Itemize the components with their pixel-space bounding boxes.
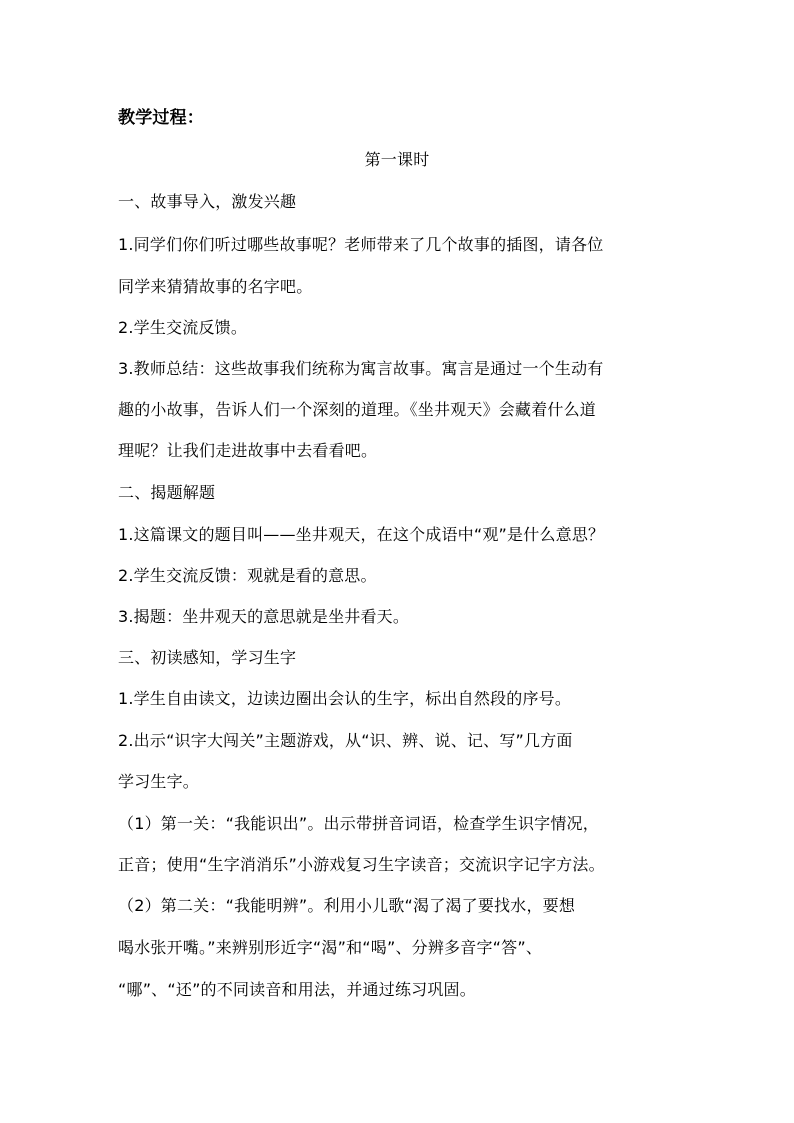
- paragraph-line: 喝水张开嘴。”来辨别形近字“渴”和“喝”、分辨多音字“答”、: [118, 938, 543, 957]
- paragraph-line: “哪”、“还”的不同读音和用法，并通过练习巩固。: [118, 980, 476, 999]
- section-title-1: 一、故事导入，激发兴趣: [118, 192, 297, 211]
- paragraph-line: 1.同学们你们听过哪些故事呢？老师带来了几个故事的插图，请各位: [118, 235, 604, 254]
- paragraph-line: 理呢？让我们走进故事中去看看吧。: [118, 441, 378, 460]
- paragraph-line: 趣的小故事，告诉人们一个深刻的道理。《坐井观天》会藏着什么道: [118, 400, 597, 419]
- paragraph-line: 同学来猜猜故事的名字吧。: [118, 277, 313, 296]
- paragraph-line: 2.学生交流反馈：观就是看的意思。: [118, 566, 377, 585]
- paragraph-line: （1）第一关：“我能识出”。出示带拼音词语，检查学生识字情况，: [118, 814, 599, 833]
- paragraph-line: （2）第二关：“我能明辨”。利用小儿歌“渴了渴了要找水，要想: [118, 896, 576, 915]
- paragraph-line: 2.出示“识字大闯关”主题游戏，从“识、辨、说、记、写”几方面: [118, 731, 573, 750]
- section-title-2: 二、揭题解题: [118, 483, 216, 502]
- lesson-title: 第一课时: [364, 150, 430, 169]
- paragraph-line: 1.这篇课文的题目叫——坐井观天，在这个成语中“观”是什么意思？: [118, 525, 605, 544]
- paragraph-line: 3.教师总结：这些故事我们统称为寓言故事。寓言是通过一个生动有: [118, 359, 604, 378]
- paragraph-line: 3.揭题：坐井观天的意思就是坐井看天。: [118, 607, 410, 626]
- paragraph-line: 2.学生交流反馈。: [118, 318, 248, 337]
- section-title-3: 三、初读感知，学习生字: [118, 648, 297, 667]
- section-heading: 教学过程：: [118, 108, 204, 128]
- paragraph-line: 1.学生自由读文，边读边圈出会认的生字，标出自然段的序号。: [118, 689, 572, 708]
- paragraph-line: 正音；使用“生字消消乐”小游戏复习生字读音；交流识字记字方法。: [118, 855, 605, 874]
- paragraph-line: 学习生字。: [118, 772, 200, 791]
